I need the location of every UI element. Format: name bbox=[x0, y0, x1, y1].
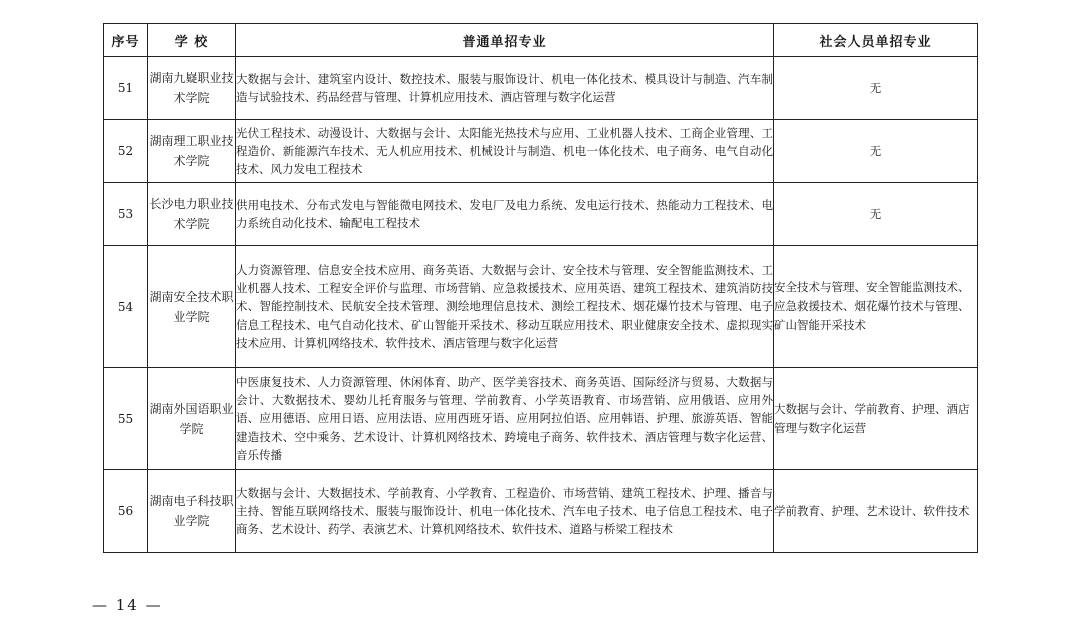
row-index: 51 bbox=[104, 57, 148, 120]
general-majors: 大数据与会计、建筑室内设计、数控技术、服装与服饰设计、机电一体化技术、模具设计与制造、汽车制造与试验技术、药品经营与管理、计算机应用技术、酒店管理与数字化运营 bbox=[236, 57, 774, 120]
social-majors: 无 bbox=[774, 120, 978, 183]
admissions-table bbox=[103, 23, 978, 553]
social-majors: 无 bbox=[774, 57, 978, 120]
social-majors: 大数据与会计、学前教育、护理、酒店管理与数字化运营 bbox=[774, 368, 978, 470]
social-majors: 学前教育、护理、艺术设计、软件技术 bbox=[774, 470, 978, 553]
header-general-majors: 普通单招专业 bbox=[236, 24, 774, 57]
row-index: 55 bbox=[104, 368, 148, 470]
general-majors: 大数据与会计、大数据技术、学前教育、小学教育、工程造价、市场营销、建筑工程技术、护理、播音与主持、智能互联网络技术、服装与服饰设计、机电一体化技术、汽车电子技术、电子信息工程技术、电子商务、艺术设计、药学、表演艺术、计算机网络技术、软件技术、道路与桥梁工程技术 bbox=[236, 470, 774, 553]
general-majors: 人力资源管理、信息安全技术应用、商务英语、大数据与会计、安全技术与管理、安全智能监测技术、工业机器人技术、工程安全评价与监理、市场营销、应急救援技术、应用英语、建筑工程技术、建筑消防技术、智能控制技术、民航安全技术管理、测绘地理信息技术、测绘工程技术、烟花爆竹技术与管理、电子信息工程技术、电气自动化技术、矿山智能开采技术、移动互联应用技术、职业健康安全技术、虚拟现实技术应用、计算机网络技术、软件技术、酒店管理与数字化运营 bbox=[236, 246, 774, 368]
general-majors: 中医康复技术、人力资源管理、休闲体育、助产、医学美容技术、商务英语、国际经济与贸易、大数据与会计、大数据技术、婴幼儿托育服务与管理、学前教育、小学英语教育、市场营销、应用俄语、应用外语、应用德语、应用日语、应用法语、应用西班牙语、应用阿拉伯语、应用韩语、护理、旅游英语、智能建造技术、空中乘务、艺术设计、计算机网络技术、跨境电子商务、软件技术、酒店管理与数字化运营、音乐传播 bbox=[236, 368, 774, 470]
school-name: 湖南外国语职业学院 bbox=[148, 368, 236, 470]
school-name: 湖南理工职业技术学院 bbox=[148, 120, 236, 183]
social-majors: 无 bbox=[774, 183, 978, 246]
table-row bbox=[104, 368, 978, 470]
school-name: 湖南九嶷职业技术学院 bbox=[148, 57, 236, 120]
school-name: 长沙电力职业技术学院 bbox=[148, 183, 236, 246]
school-name: 湖南安全技术职业学院 bbox=[148, 246, 236, 368]
table-header-row bbox=[104, 24, 978, 57]
row-index: 56 bbox=[104, 470, 148, 553]
row-index: 53 bbox=[104, 183, 148, 246]
general-majors: 供用电技术、分布式发电与智能微电网技术、发电厂及电力系统、发电运行技术、热能动力工程技术、电力系统自动化技术、输配电工程技术 bbox=[236, 183, 774, 246]
header-social-majors: 社会人员单招专业 bbox=[774, 24, 978, 57]
header-school: 学 校 bbox=[148, 24, 236, 57]
row-index: 54 bbox=[104, 246, 148, 368]
header-index: 序号 bbox=[104, 24, 148, 57]
table-row bbox=[104, 183, 978, 246]
page-number: — 14 — bbox=[92, 596, 163, 614]
table-row bbox=[104, 120, 978, 183]
table-row bbox=[104, 470, 978, 553]
table-row bbox=[104, 57, 978, 120]
school-name: 湖南电子科技职业学院 bbox=[148, 470, 236, 553]
general-majors: 光伏工程技术、动漫设计、大数据与会计、太阳能光热技术与应用、工业机器人技术、工商企业管理、工程造价、新能源汽车技术、无人机应用技术、机械设计与制造、机电一体化技术、电子商务、电气自动化技术、风力发电工程技术 bbox=[236, 120, 774, 183]
social-majors: 安全技术与管理、安全智能监测技术、应急救援技术、烟花爆竹技术与管理、矿山智能开采技术 bbox=[774, 246, 978, 368]
table-row bbox=[104, 246, 978, 368]
row-index: 52 bbox=[104, 120, 148, 183]
